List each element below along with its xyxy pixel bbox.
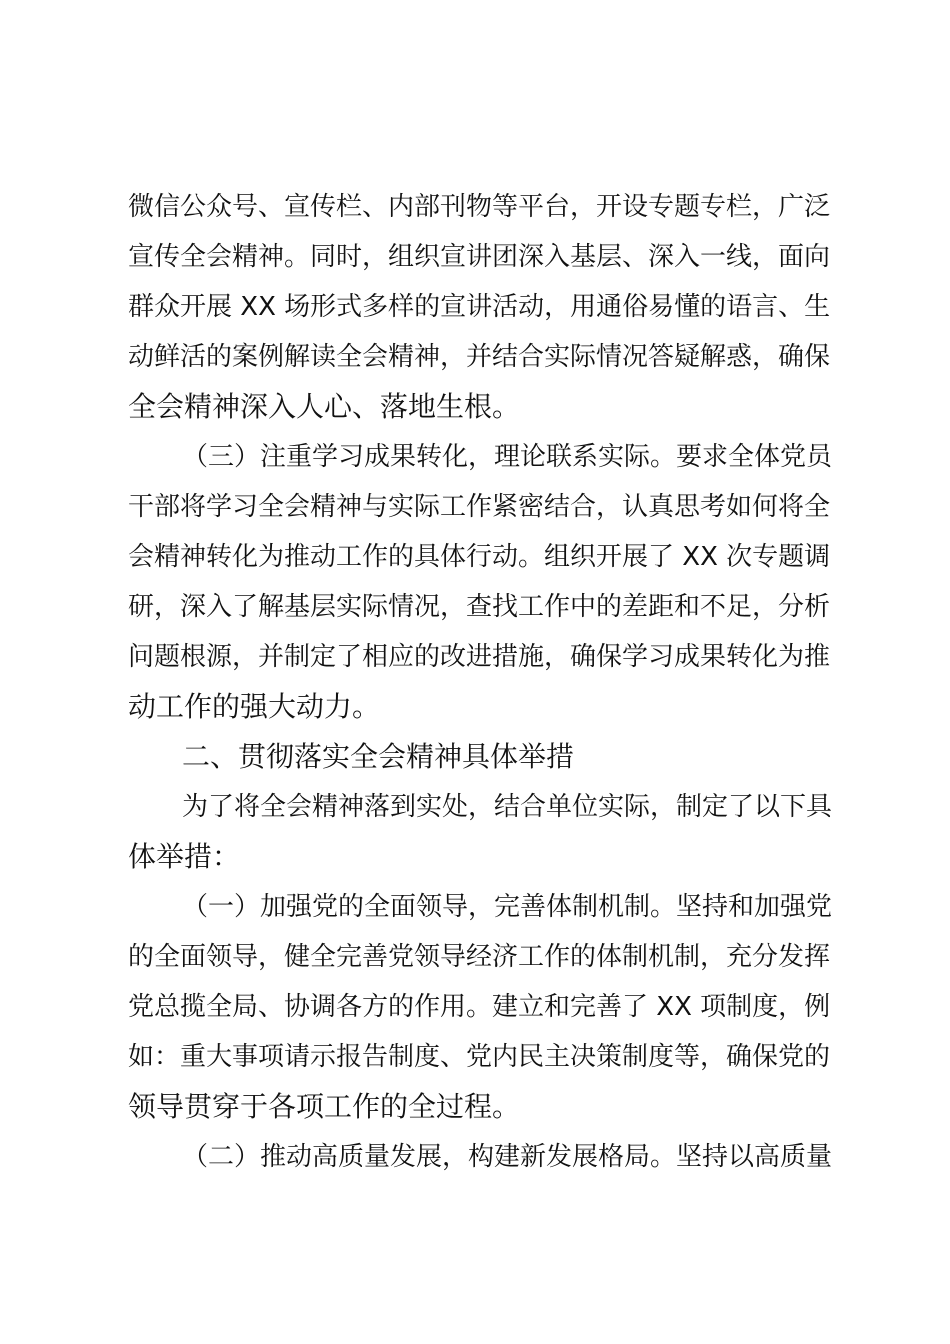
section-heading-1: （一）加强党的全面领导，完善体制机制。坚持和加强党 bbox=[182, 892, 833, 922]
text-line: 动工作的强大动力。 bbox=[128, 690, 381, 723]
text-line: 体举措： bbox=[128, 840, 241, 873]
chapter-heading-2: 二、贯彻落实全会精神具体举措 bbox=[182, 740, 575, 773]
text-line: 全会精神深入人心、落地生根。 bbox=[128, 390, 521, 423]
text-line: 如：重大事项请示报告制度、党内民主决策制度等，确保党的 bbox=[128, 1042, 831, 1072]
paragraph-start: 为了将全会精神落到实处，结合单位实际，制定了以下具 bbox=[182, 792, 833, 822]
text-line: 会精神转化为推动工作的具体行动。组织开展了 XX 次专题调 bbox=[128, 542, 831, 572]
text-line: 宣传全会精神。同时，组织宣讲团深入基层、深入一线，面向 bbox=[128, 242, 831, 272]
text-line: 微信公众号、宣传栏、内部刊物等平台，开设专题专栏，广泛 bbox=[128, 192, 831, 222]
text-line: 研，深入了解基层实际情况，查找工作中的差距和不足，分析 bbox=[128, 592, 831, 622]
text-line: 动鲜活的案例解读全会精神，并结合实际情况答疑解惑，确保 bbox=[128, 342, 831, 372]
text-line: 问题根源，并制定了相应的改进措施，确保学习成果转化为推 bbox=[128, 642, 831, 672]
text-line: 的全面领导，健全完善党领导经济工作的体制机制，充分发挥 bbox=[128, 942, 831, 972]
section-heading-3: （三）注重学习成果转化，理论联系实际。要求全体党员 bbox=[182, 442, 833, 472]
text-line: 党总揽全局、协调各方的作用。建立和完善了 XX 项制度，例 bbox=[128, 992, 831, 1022]
text-line: 领导贯穿于各项工作的全过程。 bbox=[128, 1090, 521, 1123]
text-line: 群众开展 XX 场形式多样的宣讲活动，用通俗易懂的语言、生 bbox=[128, 292, 831, 322]
section-heading-2: （二）推动高质量发展，构建新发展格局。坚持以高质量 bbox=[182, 1142, 833, 1172]
document-body bbox=[128, 182, 834, 1182]
text-line: 干部将学习全会精神与实际工作紧密结合，认真思考如何将全 bbox=[128, 492, 831, 522]
